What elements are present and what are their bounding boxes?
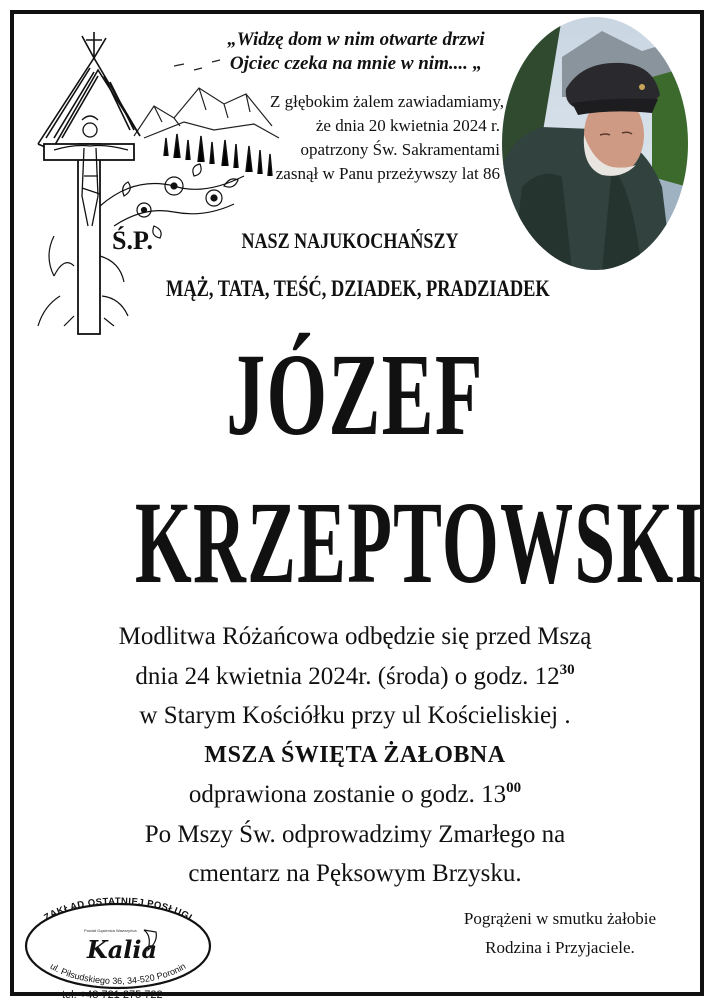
logo-top-text: ZAKŁAD OSTATNIEJ POSŁUGI [42,896,194,924]
announcement-line: opatrzony Św. Sakramentami [300,140,500,159]
sp-label: Ś.P. [112,226,153,255]
announcement-line: zasnął w Panu przeżywszy lat 86 [275,164,500,183]
logo-name: Kalia [86,935,158,964]
logo-address: ul. Piłsudskiego 36, 34-520 Poronin [48,961,188,987]
ceremony-line: Modlitwa Różańcowa odbędzie się przed Mszą [118,623,592,650]
mourners-line: Rodzina i Przyjaciele. [485,938,635,957]
mourners-line: Pogrążeni w smutku żałobie [463,909,657,928]
quote-line-1: „Widzę dom w nim otwarte drzwi [227,29,485,50]
mass-time-line [40,775,670,815]
mass-title: MSZA ŚWIĘTA ŻAŁOBNA [204,741,506,768]
deceased-last-name: KRZEPTOWSKI [134,477,705,608]
heading-beloved: NASZ NAJUKOCHAŃSZY [241,228,459,253]
quote [196,28,516,76]
time-minutes: 00 [506,780,522,796]
ceremony-time-line [40,657,670,697]
death-announcement [270,90,504,186]
quote-line-2: Ojciec czeka na mnie w nim.... „ [229,53,483,74]
funeral-home-phone: tel. +48 721 275 722 [62,989,163,1001]
ceremony-line: w Starym Kościółku przy ul Kościeliskiej . [139,702,571,729]
portrait-photo [502,17,688,270]
ceremony-details [40,617,670,894]
deceased-first-name: JÓZEF [226,329,484,460]
time-minutes: 30 [559,661,575,678]
heading-relations: MĄŻ, TATA, TEŚĆ, DZIADEK, PRADZIADEK [166,276,550,301]
mourners-signature [440,904,680,962]
ceremony-line-text: dnia 24 kwietnia 2024r. (środa) o godz. 12 [135,662,560,690]
ceremony-line-text: odprawiona zostanie o godz. 13 [188,781,507,808]
logo-small-text: Powiat Gąsienica Wawrzyńca [84,928,137,933]
announcement-line: że dnia 20 kwietnia 2024 r. [315,116,500,135]
funeral-home-logo [18,896,218,992]
ceremony-line: Po Mszy Św. odprowadzimy Zmarłego na [144,820,566,848]
announcement-line: Z głębokim żalem zawiadamiamy, [270,92,504,111]
ceremony-line: cmentarz na Pęksowym Brzysku. [188,860,522,887]
